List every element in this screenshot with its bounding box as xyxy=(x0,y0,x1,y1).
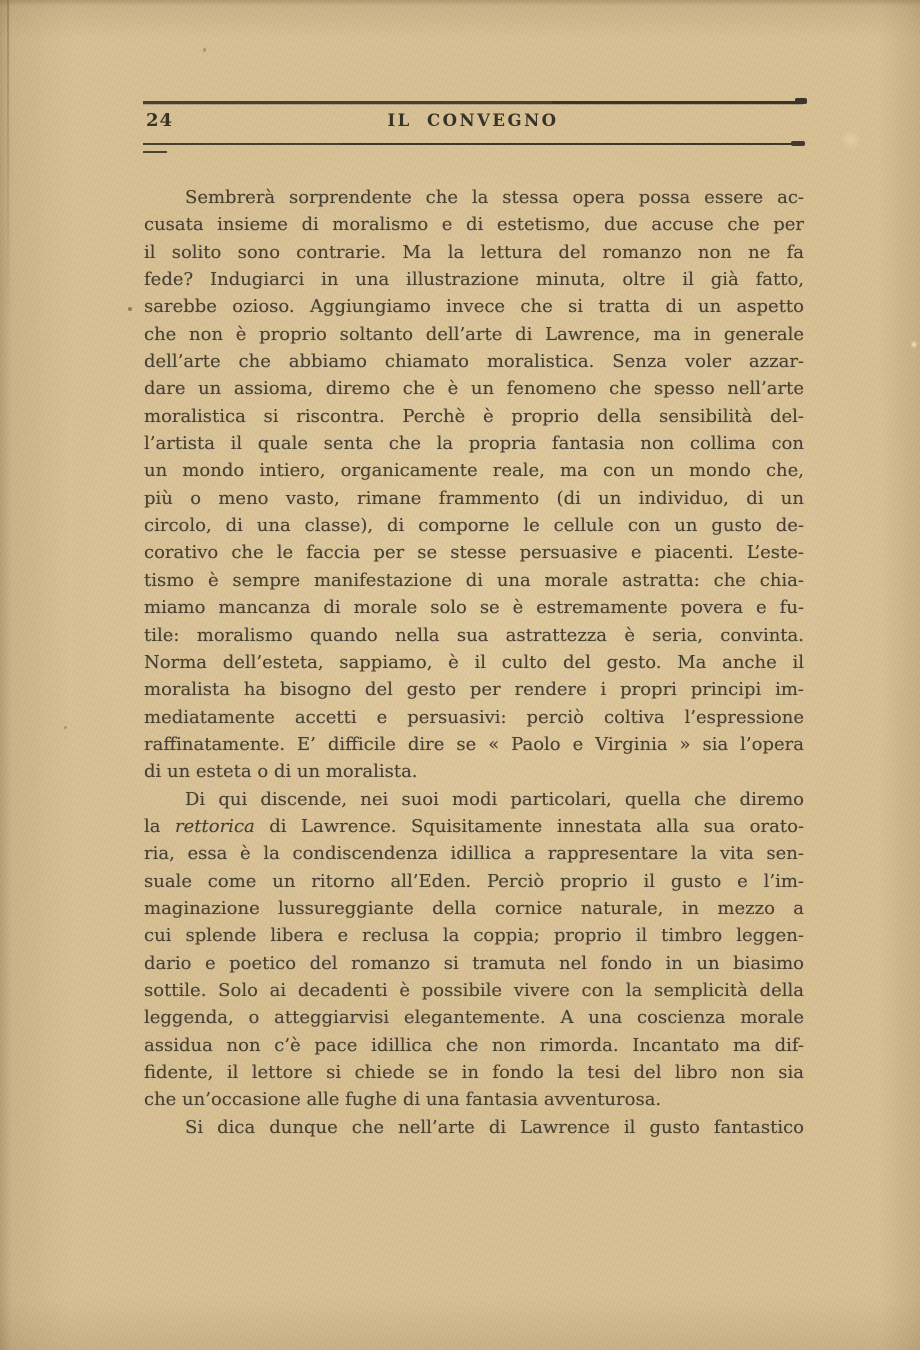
text-line: raffinatamente. E’ difficile dire se « Paolo e Virginia » sia l’opera xyxy=(144,733,804,755)
text-line: dell’arte che abbiamo chiamato moralistica. Senza voler azzar- xyxy=(144,351,804,373)
text-line: più o meno vasto, rimane frammento (di un individuo, di un xyxy=(144,487,804,509)
text-line: maginazione lussureggiante della cornice naturale, in mezzo a xyxy=(144,897,804,919)
text-line: Sembrerà sorprendente che la stessa opera possa essere ac- xyxy=(185,187,804,208)
header-rule-top xyxy=(143,101,803,104)
text-line: che non è proprio soltanto dell’arte di Lawrence, ma in generale xyxy=(144,323,804,345)
text-line: Si dica dunque che nell’arte di Lawrence il gusto fantastico xyxy=(185,1116,804,1138)
text-line: l’artista il quale senta che la propria fantasia non collima con xyxy=(144,433,804,455)
text-line: dario e poetico del romanzo si tramuta nel fondo in un biasimo xyxy=(144,952,804,974)
page-header xyxy=(143,110,803,136)
text-line: cui splende libera e reclusa la coppia; proprio il timbro leggen- xyxy=(144,925,804,947)
journal-title: IL CONVEGNO xyxy=(387,111,559,130)
page-edge-crease xyxy=(7,0,9,320)
text-line: corativo che le faccia per se stesse persuasive e piacenti. L’este- xyxy=(144,542,804,564)
paragraph xyxy=(144,1114,804,1141)
paragraph xyxy=(144,184,804,786)
scan-speck xyxy=(203,48,206,52)
text-line: mediatamente accetti e persuasivi: perciò coltiva l’espressione xyxy=(144,706,804,728)
scan-speck xyxy=(911,340,917,349)
text-line: moralistica si riscontra. Perchè è proprio della sensibilità del- xyxy=(144,405,804,427)
text-line: Di qui discende, nei suoi modi particolari, quella che diremo xyxy=(185,788,804,810)
text-line: tismo è sempre manifestazione di una morale astratta: che chia- xyxy=(144,569,804,591)
text-line: sottile. Solo ai decadenti è possibile vivere con la semplicità della xyxy=(144,979,804,1001)
text-line: suale come un ritorno all’Eden. Perciò proprio il gusto e l’im- xyxy=(144,870,804,892)
text-line: miamo mancanza di morale solo se è estremamente povera e fu- xyxy=(144,597,804,619)
text-line: un mondo intiero, organicamente reale, ma con un mondo che, xyxy=(144,460,804,482)
header-rule-bottom xyxy=(143,143,803,145)
text-line: Norma dell’esteta, sappiamo, è il culto del gesto. Ma anche il xyxy=(144,651,804,673)
text-line: cusata insieme di moralismo e di estetismo, due accuse che per xyxy=(144,214,804,236)
text-line: circolo, di una classe), di comporne le cellule con un gusto de- xyxy=(144,515,804,537)
text-line: sarebbe ozioso. Aggiungiamo invece che si tratta di un aspetto xyxy=(144,296,804,318)
text-line: moralista ha bisogno del gesto per rendere i propri principi im- xyxy=(144,679,804,701)
scan-speck xyxy=(840,130,862,150)
scan-speck xyxy=(64,726,67,729)
text-line: tile: moralismo quando nella sua astrattezza è seria, convinta. xyxy=(144,624,804,646)
paragraph xyxy=(144,786,804,1114)
page-number: 24 xyxy=(146,110,174,131)
text-line: assidua non c’è pace idillica che non rimorda. Incantato ma dif- xyxy=(144,1034,804,1056)
text-line: di un esteta o di un moralista. xyxy=(144,761,418,783)
body-text xyxy=(144,184,804,1141)
text-line: il solito sono contrarie. Ma la lettura del romanzo non ne fa xyxy=(144,241,804,263)
text-line: dare un assioma, diremo che è un fenomeno che spesso nell’arte xyxy=(144,378,804,400)
scan-speck xyxy=(128,307,132,311)
text-line: leggenda, o atteggiarvisi elegantemente. A una coscienza morale xyxy=(144,1007,804,1029)
text-line: ria, essa è la condiscendenza idillica a rappresentare la vita sen- xyxy=(144,843,804,865)
text-line: fidente, il lettore si chiede se in fondo la tesi del libro non sia xyxy=(144,1062,804,1083)
text-line: che un’occasione alle fughe di una fantasia avventurosa. xyxy=(144,1089,662,1111)
text-line: la rettorica di Lawrence. Squisitamente innestata alla sua orato- xyxy=(144,815,805,837)
header-rule-dash xyxy=(143,151,167,153)
text-line: fede? Indugiarci in una illustrazione minuta, oltre il già fatto, xyxy=(144,269,804,291)
